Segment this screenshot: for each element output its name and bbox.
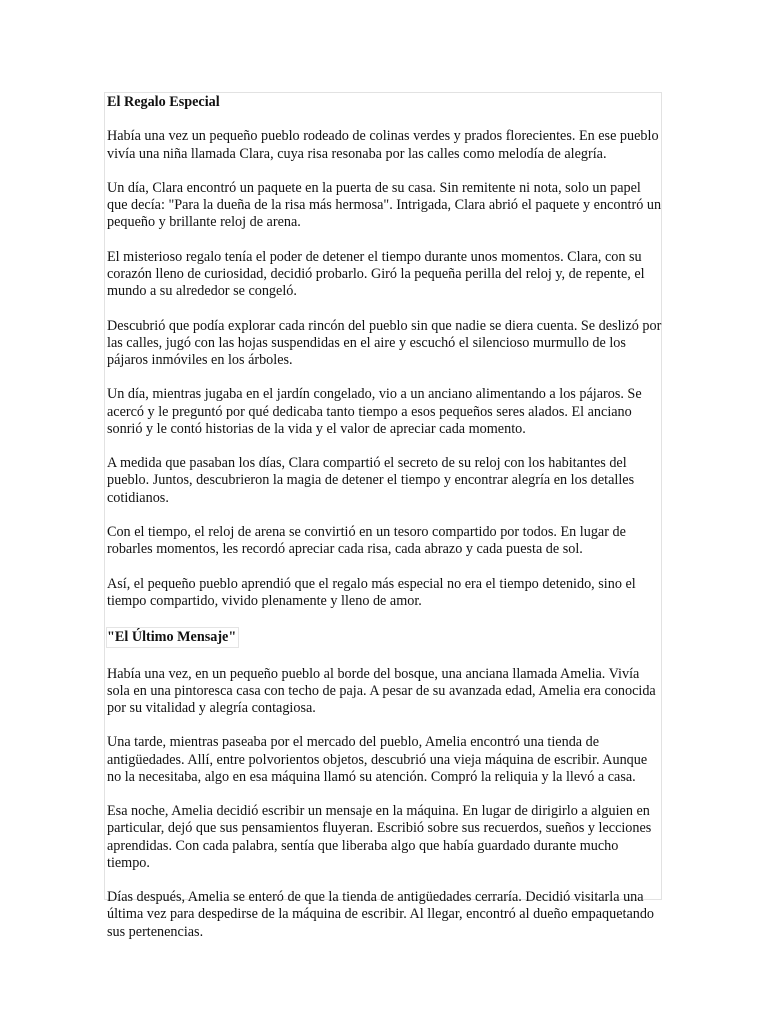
story1-paragraph: Descubrió que podía explorar cada rincón del pueblo sin que nadie se diera cuenta. Se deslizó por las calles, jugó con las hojas suspendidas en el aire y escuchó el silencioso murmullo de los pájaros inmóviles en los árboles. (107, 317, 662, 368)
story1-paragraph: Así, el pequeño pueblo aprendió que el regalo más especial no era el tiempo detenido, sino el tiempo compartido, vivido plenamente y lleno de amor. (107, 575, 636, 609)
story1-paragraph: A medida que pasaban los días, Clara compartió el secreto de su reloj con los habitantes del pueblo. Juntos, descubrieron la magia de detener el tiempo y encontrar alegría en los detalles cotidianos. (107, 455, 635, 506)
story2-paragraph: Había una vez, en un pequeño pueblo al borde del bosque, una anciana llamada Amelia. Vivía sola en una pintoresca casa con techo de paja. A pesar de su avanzada edad, Amelia era conocida por su vitalidad y alegría contagiosa. (107, 665, 656, 716)
story2-paragraph: Una tarde, mientras paseaba por el mercado del pueblo, Amelia encontró una tienda de antigüedades. Allí, entre polvorientos objetos, descubrió una vieja máquina de escribir. Aunque no la necesitaba, algo en esa máquina llamó su atención. Compró la reliquia y la llevó a casa. (107, 734, 648, 785)
document-page (104, 92, 662, 940)
story1-paragraph: Había una vez un pequeño pueblo rodeado de colinas verdes y prados florecientes. En ese pueblo vivía una niña llamada Clara, cuya risa resonaba por las calles como melodía de alegría. (107, 128, 659, 162)
story2-paragraph: Esa noche, Amelia decidió escribir un mensaje en la máquina. En lugar de dirigirlo a alguien en particular, dejó que sus pensamientos fluyeran. Escribió sobre sus recuerdos, sueños y lecciones aprendidas. Con cada palabra, sentía que liberaba algo que había guardado durante mucho tiempo. (107, 803, 652, 871)
story2-title-text: "El Último Mensaje" (106, 627, 239, 648)
story1-paragraph: El misterioso regalo tenía el poder de detener el tiempo durante unos momentos. Clara, con su corazón lleno de curiosidad, decidió probarlo. Giró la pequeña perilla del reloj y, de repente, el mundo a su alrededor se congeló. (107, 248, 645, 300)
story1-paragraph: Un día, Clara encontró un paquete en la puerta de su casa. Sin remitente ni nota, solo un papel que decía: "Para la dueña de la risa más hermosa". Intrigada, Clara abrió el paquete y encontró un pequeño y brillante reloj de arena. (107, 179, 662, 231)
story2-paragraph: Días después, Amelia se enteró de que la tienda de antigüedades cerraría. Decidió visitarla una última vez para despedirse de la máquina de escribir. Al llegar, encontró al dueño empaquetando sus pertenencias. (107, 889, 655, 940)
story1-title: El Regalo Especial (107, 94, 220, 110)
story1-paragraph: Un día, mientras jugaba en el jardín congelado, vio a un anciano alimentando a los pájaros. Se acercó y le preguntó por qué dedicaba tanto tiempo a esos pequeños seres alados. El anciano sonrió y le contó historias de la vida y el valor de apreciar cada momento. (107, 386, 642, 437)
story1-paragraph: Con el tiempo, el reloj de arena se convirtió en un tesoro compartido por todos. En lugar de robarles momentos, les recordó apreciar cada risa, cada abrazo y cada puesta de sol. (107, 523, 626, 558)
document-content (107, 93, 663, 941)
story2-title (107, 627, 663, 648)
